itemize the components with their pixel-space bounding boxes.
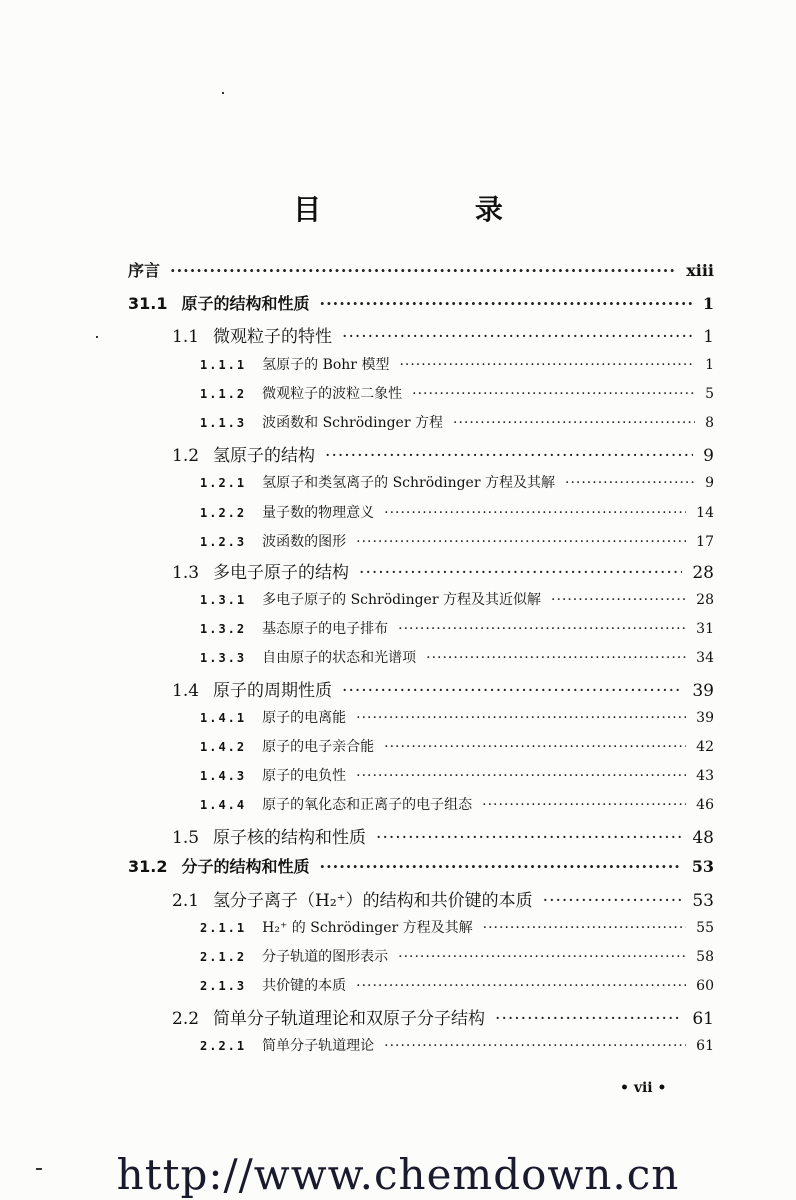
leader-dots	[356, 768, 686, 784]
toc-entry-number: 31.2	[128, 857, 168, 876]
leader-dots	[426, 650, 686, 666]
toc-entry-title: 微观粒子的特性	[213, 327, 333, 347]
toc-entry-page: 39	[692, 681, 714, 701]
toc-entry-page: 55	[696, 920, 714, 936]
toc-entry	[200, 618, 714, 638]
toc-entry-number: 1.1.2	[200, 387, 247, 401]
toc-entry-number: 1.4.2	[200, 740, 247, 754]
toc-entry	[172, 886, 714, 911]
toc-entry-title: 原子的氧化态和正离子的电子组态	[262, 797, 473, 813]
toc-entry-title: 多电子原子的 Schrödinger 方程及其近似解	[262, 592, 541, 608]
toc-entry-page: 42	[696, 739, 714, 755]
toc-entry-number: 2.1.2	[200, 950, 247, 964]
leader-dots	[356, 978, 686, 994]
toc-entry-title: 氢原子的结构	[213, 446, 316, 466]
toc-entry	[172, 558, 714, 583]
toc-entry-page: 1	[702, 294, 714, 313]
toc-entry-page: 53	[692, 891, 714, 911]
leader-dots	[342, 327, 693, 347]
toc-entry	[128, 291, 714, 314]
toc-entry-page: 9	[705, 475, 714, 491]
toc-entry-title: 多电子原子的结构	[213, 563, 350, 583]
leader-dots	[398, 949, 686, 965]
toc-entry	[200, 707, 714, 727]
toc-entry-title: 原子的结构和性质	[181, 294, 310, 313]
toc-entry-page: 61	[696, 1038, 714, 1054]
leader-dots	[320, 857, 682, 876]
toc-entry-title: 量子数的物理意义	[262, 505, 375, 521]
toc-entry	[200, 589, 714, 609]
toc-entry-title: 原子核的结构和性质	[213, 828, 367, 848]
leader-dots	[170, 261, 676, 280]
watermark-url: http://www.chemdown.cn	[116, 1150, 680, 1199]
toc-entry-title: 原子的电子亲合能	[262, 739, 375, 755]
toc-entry-page: 5	[705, 386, 714, 402]
toc-entry-number: 1.2.3	[200, 535, 247, 549]
toc-entry	[172, 823, 714, 848]
leader-dots	[384, 739, 686, 755]
page-number: • vii •	[620, 1080, 667, 1096]
toc-entry-title: 基态原子的电子排布	[262, 621, 389, 637]
toc-entry-number: 2.2	[172, 1009, 200, 1029]
toc-entry-title: 原子的电负性	[262, 768, 347, 784]
toc-entry	[200, 765, 714, 785]
toc-entry	[200, 647, 714, 667]
leader-dots	[551, 592, 686, 608]
leader-dots	[320, 294, 693, 313]
toc-entry-number: 1.4.3	[200, 769, 247, 783]
toc-entry	[200, 354, 714, 374]
toc-entry-title: 自由原子的状态和光谱项	[262, 650, 417, 666]
toc-entry-number: 1.4.1	[200, 711, 247, 725]
toc-entry-number: 2.1	[172, 891, 200, 911]
toc-entry-page: xiii	[686, 261, 714, 280]
toc-entry-number: 1.4	[172, 681, 200, 701]
toc-entry	[200, 794, 714, 814]
toc-entry-title: 波函数的图形	[262, 534, 347, 550]
toc-entry	[128, 258, 714, 281]
toc-entry-title: 分子的结构和性质	[181, 857, 310, 876]
toc-entry-page: 58	[696, 949, 714, 965]
toc-entry-title: H₂⁺ 的 Schrödinger 方程及其解	[262, 920, 473, 936]
leader-dots	[356, 710, 686, 726]
toc-entry-page: 28	[696, 592, 714, 608]
toc-entry-page: 8	[705, 415, 714, 431]
toc-entry-page: 14	[696, 505, 714, 521]
toc-entry-page: 34	[696, 650, 714, 666]
toc-entry	[128, 854, 714, 877]
toc-entry	[200, 531, 714, 551]
leader-dots	[398, 621, 686, 637]
leader-dots	[384, 1038, 686, 1054]
leader-dots	[399, 357, 695, 373]
toc-entry-number: 1.5	[172, 828, 200, 848]
toc-entry-number: 1.4.4	[200, 798, 247, 812]
leader-dots	[359, 563, 682, 583]
toc-entry-page: 17	[696, 534, 714, 550]
toc-entry	[200, 946, 714, 966]
toc-entry	[200, 472, 714, 492]
toc-entry-title: 波函数和 Schrödinger 方程	[262, 415, 443, 431]
page-title: 目 录	[293, 193, 575, 226]
leader-dots	[453, 415, 695, 431]
toc-entry-title: 原子的周期性质	[213, 681, 333, 701]
toc-entry-page: 1	[703, 327, 714, 347]
leader-dots	[412, 386, 695, 402]
leader-dots	[384, 505, 686, 521]
toc-entry-number: 2.1.1	[200, 921, 247, 935]
toc-entry-page: 60	[696, 978, 714, 994]
toc-entry-title: 序言	[128, 261, 161, 280]
toc-entry	[200, 383, 714, 403]
leader-dots	[356, 534, 686, 550]
leader-dots	[325, 446, 693, 466]
leader-dots	[483, 920, 687, 936]
toc-entry-page: 53	[691, 857, 714, 876]
scan-speck	[96, 336, 98, 338]
leader-dots	[376, 828, 682, 848]
toc-entry-page: 43	[696, 768, 714, 784]
toc-entry	[200, 736, 714, 756]
toc-entry-title: 分子轨道的图形表示	[262, 949, 389, 965]
toc-entry	[172, 1004, 714, 1029]
toc-entry-number: 1.1.3	[200, 416, 247, 430]
toc-entry	[200, 1035, 714, 1055]
leader-dots	[482, 797, 686, 813]
toc-entry-number: 2.2.1	[200, 1039, 247, 1053]
toc-entry	[200, 502, 714, 522]
leader-dots	[342, 681, 682, 701]
toc-entry-number: 1.2.2	[200, 506, 247, 520]
toc-entry-number: 1.3.1	[200, 593, 247, 607]
leader-dots	[495, 1009, 682, 1029]
toc-entry-title: 微观粒子的波粒二象性	[262, 386, 403, 402]
toc-entry-number: 1.2	[172, 446, 200, 466]
scan-speck	[36, 1168, 42, 1170]
toc-entry-page: 1	[705, 357, 714, 373]
toc-entry-number: 1.1	[172, 327, 200, 347]
toc-entry-title: 氢原子的 Bohr 模型	[262, 357, 390, 373]
toc-entry-number: 1.3.3	[200, 651, 247, 665]
toc-entry-title: 共价键的本质	[262, 978, 347, 994]
toc-entry-page: 28	[692, 563, 714, 583]
toc-entry	[200, 917, 714, 937]
toc-entry	[200, 412, 714, 432]
toc-entry	[172, 322, 714, 347]
toc-entry-number: 1.1.1	[200, 358, 247, 372]
toc-entry-number: 1.2.1	[200, 476, 247, 490]
toc-entry	[172, 676, 714, 701]
toc-entry-number: 1.3	[172, 563, 200, 583]
toc-entry-page: 46	[696, 797, 714, 813]
toc-entry-title: 简单分子轨道理论和双原子分子结构	[213, 1009, 486, 1029]
toc-entry-number: 1.3.2	[200, 622, 247, 636]
toc-entry-page: 9	[703, 446, 714, 466]
toc-entry	[200, 975, 714, 995]
toc-entry-page: 31	[696, 621, 714, 637]
toc-entry-number: 31.1	[128, 294, 168, 313]
toc-entry-number: 2.1.3	[200, 979, 247, 993]
toc-entry-title: 氢原子和类氢离子的 Schrödinger 方程及其解	[262, 475, 555, 491]
toc-entry	[172, 441, 714, 466]
leader-dots	[565, 475, 695, 491]
toc-entry-title: 氢分子离子（H₂⁺）的结构和共价键的本质	[213, 891, 533, 911]
scan-speck	[222, 92, 224, 94]
toc-entry-page: 39	[696, 710, 714, 726]
leader-dots	[543, 891, 683, 911]
toc-entry-title: 简单分子轨道理论	[262, 1038, 375, 1054]
toc-entry-page: 61	[692, 1009, 714, 1029]
toc-entry-page: 48	[692, 828, 714, 848]
toc-entry-title: 原子的电离能	[262, 710, 347, 726]
